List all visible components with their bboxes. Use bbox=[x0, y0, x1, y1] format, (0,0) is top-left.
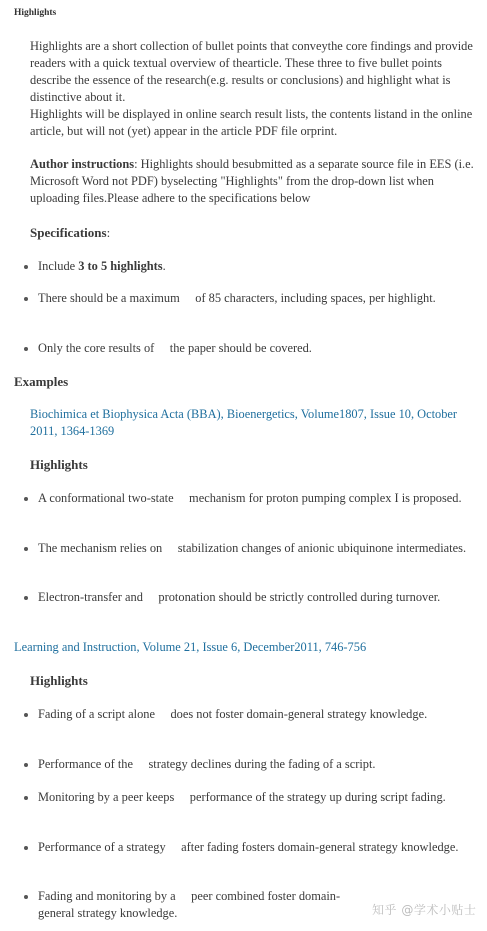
example-1-source-link[interactable]: Biochimica et Biophysica Acta (BBA), Bioenergetics, Volume1807, Issue 10, October 2011, 1364-1369 bbox=[30, 407, 458, 438]
example-2-source-link[interactable]: Learning and Instruction, Volume 21, Issue 6, December2011, 746-756 bbox=[14, 640, 367, 654]
example-2-item-text: Performance of a strategy after fading fosters domain-general strategy knowledge. bbox=[38, 840, 459, 854]
bullet-icon bbox=[24, 297, 28, 301]
intro-paragraph-1: Highlights are a short collection of bullet points that conveythe core findings and provide readers with a quick textual overview of thearticle. These three to five bullet points describe the essence of the research(e.g. results or conclusions) and highlight what is distinctive about it. bbox=[30, 39, 473, 104]
intro-paragraph-2: Highlights will be displayed in online search result lists, the contents listand in the online article, but will not (yet) appear in the article PDF file orprint. bbox=[30, 107, 473, 138]
spec-item bbox=[24, 340, 476, 357]
bullet-icon bbox=[24, 895, 28, 899]
spec-item-text: Include bbox=[38, 259, 79, 273]
watermark: 知乎 @学术小贴士 bbox=[372, 903, 477, 917]
example-1-item-text: Electron-transfer and protonation should be strictly controlled during turnover. bbox=[38, 590, 441, 604]
example-1-item bbox=[24, 540, 476, 557]
author-instructions-label: Author instructions bbox=[30, 157, 135, 171]
spec-item-text: There should be a maximum of 85 characters, including spaces, per highlight. bbox=[38, 291, 436, 305]
example-1-item bbox=[24, 490, 476, 507]
page-title: Highlights bbox=[14, 8, 57, 18]
bullet-icon bbox=[24, 596, 28, 600]
specifications-label: Specifications bbox=[30, 225, 107, 240]
author-instructions-text: : Highlights should besubmitted as a separate source file in EES (i.e. Microsoft Word not PDF) byselecting "Highlights" from the drop-down list when uploading files.Please adhere to the specifications below bbox=[30, 157, 474, 205]
specifications-heading bbox=[30, 224, 110, 241]
example-2-item bbox=[24, 706, 476, 723]
example-2-item-text: Fading of a script alone does not foster domain-general strategy knowledge. bbox=[38, 707, 428, 721]
example-2-item bbox=[24, 789, 476, 806]
spec-item-text: Only the core results of the paper should be covered. bbox=[38, 341, 312, 355]
spec-item-suffix: . bbox=[162, 259, 166, 273]
example-1-item-text: The mechanism relies on stabilization changes of anionic ubiquinone intermediates. bbox=[38, 541, 467, 555]
specifications-colon: : bbox=[106, 225, 111, 240]
example-2-item-text: Performance of the strategy declines during the fading of a script. bbox=[38, 757, 376, 771]
examples-heading: Examples bbox=[14, 374, 69, 389]
author-instructions bbox=[30, 156, 482, 207]
spec-item bbox=[24, 258, 476, 275]
bullet-icon bbox=[24, 713, 28, 717]
bullet-icon bbox=[24, 547, 28, 551]
spec-item-bold: 3 to 5 highlights bbox=[78, 259, 163, 273]
bullet-icon bbox=[24, 796, 28, 800]
example-2-item bbox=[24, 888, 354, 922]
example-2-item bbox=[24, 756, 476, 773]
bullet-icon bbox=[24, 846, 28, 850]
bullet-icon bbox=[24, 763, 28, 767]
spec-item bbox=[24, 290, 476, 307]
example-1-item bbox=[24, 589, 476, 606]
example-2-item-text: Monitoring by a peer keeps performance of the strategy up during script fading. bbox=[38, 790, 446, 804]
bullet-icon bbox=[24, 497, 28, 501]
bullet-icon bbox=[24, 347, 28, 351]
example-2-item-text: Fading and monitoring by a peer combined foster domain-general strategy knowledge. bbox=[38, 889, 341, 920]
bullet-icon bbox=[24, 265, 28, 269]
example-1-item-text: A conformational two-state mechanism for proton pumping complex I is proposed. bbox=[38, 491, 462, 505]
example-1-highlights-heading: Highlights bbox=[30, 457, 88, 472]
example-2-item bbox=[24, 839, 476, 856]
example-2-highlights-heading: Highlights bbox=[30, 673, 88, 688]
